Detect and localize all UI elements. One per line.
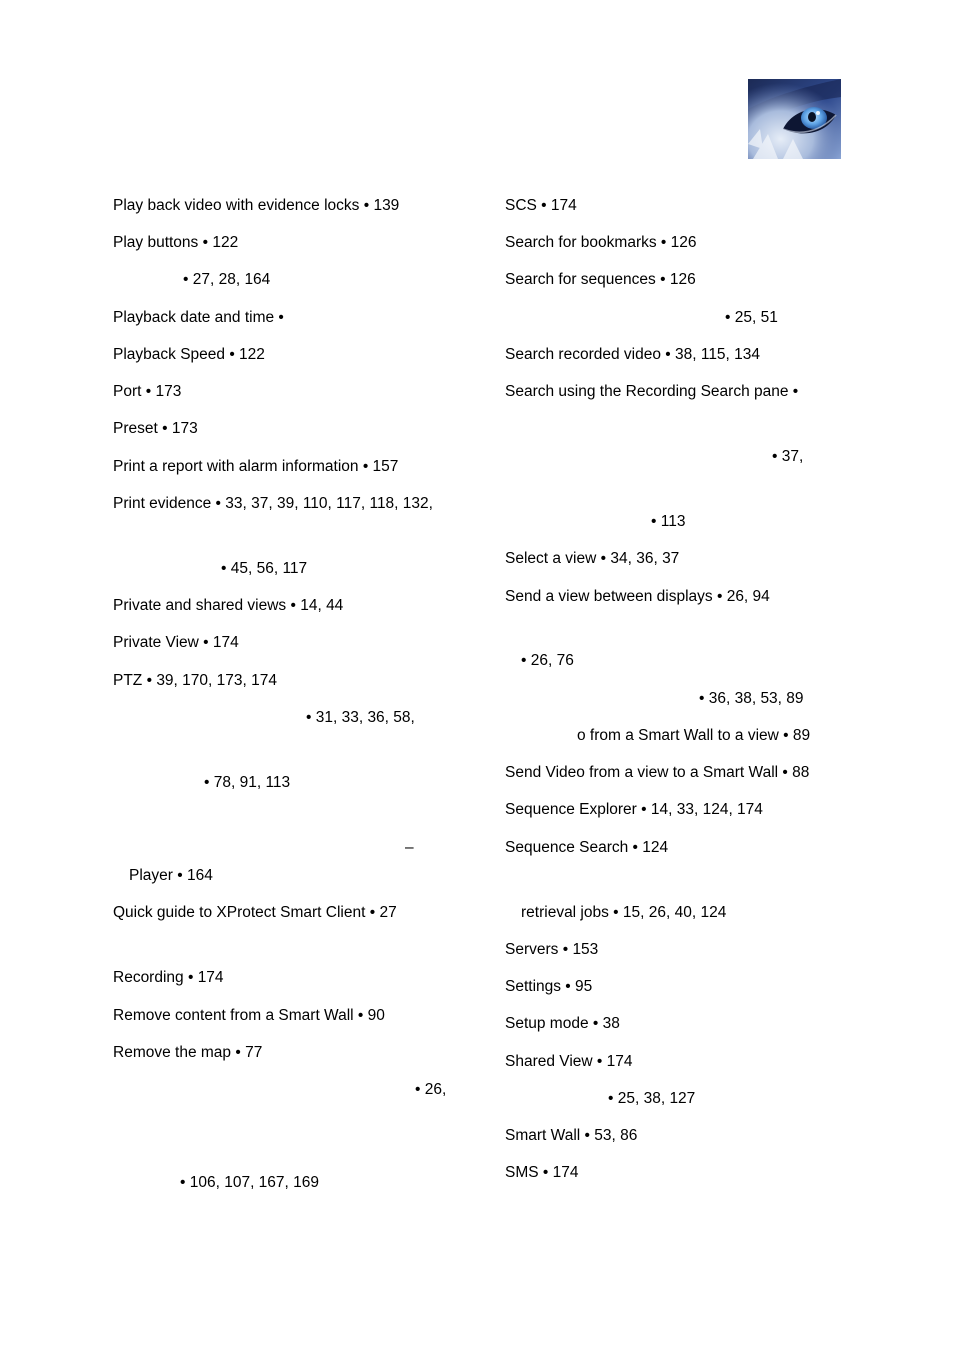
index-entry-private-view: Private View • 174 [113,634,239,651]
index-entry-search-recording-search-pane: Search using the Recording Search pane • [505,383,799,400]
index-entry-send-video-view-to-smart-wall: Send Video from a view to a Smart Wall • 88 [505,764,810,781]
index-entry-quick-guide: Quick guide to XProtect Smart Client • 27 [113,904,397,921]
index-entry-fragment: • 27, 28, 164 [183,271,271,288]
index-entry-fragment: • 31, 33, 36, 58, [306,709,415,726]
index-entry-fragment: • 26, 76 [521,652,574,669]
index-entry-sequence-explorer: Sequence Explorer • 14, 33, 124, 174 [505,801,763,818]
index-entry-remove-content-smart-wall: Remove content from a Smart Wall • 90 [113,1007,385,1024]
index-entry-recording: Recording • 174 [113,969,224,986]
index-entry-fragment: • 36, 38, 53, 89 [699,690,804,707]
index-entry-setup-mode: Setup mode • 38 [505,1015,620,1032]
index-entry-play-buttons: Play buttons • 122 [113,234,239,251]
index-entry-playback-speed: Playback Speed • 122 [113,346,265,363]
index-entry-print-report-alarm: Print a report with alarm information • 157 [113,458,399,475]
index-entry-ptz: PTZ • 39, 170, 173, 174 [113,672,277,689]
index-entry-fragment: • 78, 91, 113 [204,774,291,791]
index-entry-fragment: • 45, 56, 117 [221,560,308,577]
index-entry-fragment: • 25, 51 [725,309,778,326]
index-entry-fragment: • 113 [651,513,686,530]
index-entry-retrieval-jobs: retrieval jobs • 15, 26, 40, 124 [521,904,727,921]
index-entry-smart-wall-to-view: o from a Smart Wall to a view • 89 [577,727,811,744]
index-entry-player: Player • 164 [129,867,213,884]
index-entry-fragment: • 25, 38, 127 [608,1090,696,1107]
index-entry-print-evidence: Print evidence • 33, 37, 39, 110, 117, 118, 132, [113,495,433,512]
index-entry-preset: Preset • 173 [113,420,198,437]
index-entry-settings: Settings • 95 [505,978,593,995]
index-entry-private-shared-views: Private and shared views • 14, 44 [113,597,344,614]
index-entry-servers: Servers • 153 [505,941,599,958]
index-entry-shared-view: Shared View • 174 [505,1053,633,1070]
index-entry-fragment: • 106, 107, 167, 169 [180,1174,320,1191]
index-entry-port: Port • 173 [113,383,182,400]
index-entry-select-view: Select a view • 34, 36, 37 [505,550,680,567]
index-entry-fragment: • 37, [772,448,804,465]
index-entry-play-back-video-evidence-locks: Play back video with evidence locks • 139 [113,197,400,214]
index-entry-search-sequences: Search for sequences • 126 [505,271,696,288]
index-entry-search-bookmarks: Search for bookmarks • 126 [505,234,697,251]
index-entry-scs: SCS • 174 [505,197,577,214]
index-entry-send-view-between-displays: Send a view between displays • 26, 94 [505,588,770,605]
index-entry-remove-map: Remove the map • 77 [113,1044,263,1061]
index-entry-smart-wall: Smart Wall • 53, 86 [505,1127,638,1144]
index-entry-sms: SMS • 174 [505,1164,579,1181]
index-entry-search-recorded-video: Search recorded video • 38, 115, 134 [505,346,761,363]
index-entry-fragment: • 26, [415,1081,447,1098]
index-entry-fragment: – [405,839,414,856]
index-entry-sequence-search: Sequence Search • 124 [505,839,669,856]
index-entry-playback-date-time: Playback date and time • [113,309,284,326]
